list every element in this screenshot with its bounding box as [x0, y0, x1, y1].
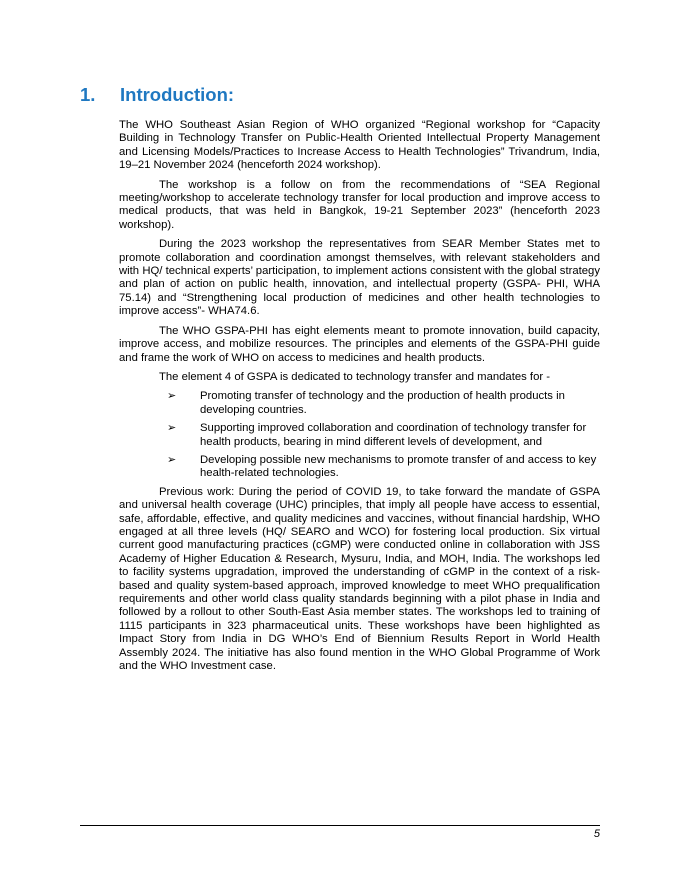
arrow-bullet-icon: ➢	[167, 422, 177, 435]
footer-divider	[80, 825, 600, 826]
section-number: 1.	[80, 84, 96, 105]
paragraph-intro: The WHO Southeast Asian Region of WHO organized “Regional workshop for “Capacity Building in Technology Transfer on Public-Health Oriented Intellectual Property Management and Licensing Models/Practices to Increase Access to Health Technologies” Trivandrum, India, 19–21 November 2024 (henceforth 2024 workshop).	[119, 119, 600, 172]
page-number: 5	[593, 828, 600, 840]
section-heading	[80, 84, 234, 106]
arrow-bullet-icon: ➢	[167, 390, 177, 403]
paragraph-element-4: The element 4 of GSPA is dedicated to technology transfer and mandates for -	[159, 370, 551, 383]
list-item	[119, 422, 600, 449]
list-item-text: Developing possible new mechanisms to promote transfer of and access to key health-related technologies.	[200, 453, 597, 480]
section-title: Introduction:	[120, 84, 235, 105]
paragraph-follow-on: The workshop is a follow on from the recommendations of “SEA Regional meeting/workshop to accelerate technology transfer for local production and improve access to medical products, that was held in Bangkok, 19-21 September 2023” (henceforth 2023 workshop).	[119, 178, 600, 231]
arrow-bullet-icon: ➢	[167, 453, 177, 466]
list-item-text: Supporting improved collaboration and coordination of technology transfer for health products, bearing in mind different levels of development, and	[200, 422, 587, 448]
list-item	[119, 454, 600, 481]
paragraph-previous-work: Previous work: During the period of COVID 19, to take forward the mandate of GSPA and universal health coverage (UHC) principles, that imply all people have access to essential, safe, affordable, effective, and quality medicines and vaccines, without financial hardship, WHO engaged at all three levels (HQ/ SEARO and WCO) for fostering local production. Six virtual current good manufacturing practices (cGMP) were conducted online in collaboration with JSS Academy of Higher Education & Research, Mysuru, India, and MOH, India. The workshops led to facility systems upgradation, improved the understanding of cGMP in the context of a risk-based and quality system-based approach, improved knowledge to meet WHO prequalification requirements and other world class quality standards beginning with a pilot phase in India and followed by a rollout to other South-East Asia member states. The workshops led to training of 1115 participants in 323 pharmaceutical units. These workshops have been highlighted as Impact Story from India in DG WHO’s End of Biennium Results Report in World Health Assembly 2024. The initiative has also found mention in the WHO Global Programme of Work and the WHO Investment case.	[119, 485, 600, 673]
list-item-text: Promoting transfer of technology and the production of health products in developing countries.	[200, 390, 565, 416]
paragraph-gspa-phi: The WHO GSPA-PHI has eight elements meant to promote innovation, build capacity, improve access, and mobilize resources. The principles and elements of the GSPA-PHI guide and frame the work of WHO on access to medicines and health products.	[119, 324, 600, 364]
body-text	[119, 119, 600, 679]
list-item	[119, 390, 600, 417]
paragraph-2023-workshop: During the 2023 workshop the representatives from SEAR Member States met to promote collaboration and coordination amongst themselves, with relevant stakeholders and with HQ/ technical experts’ participation, to implement actions consistent with the global strategy and plan of action on public health, innovation, and intellectual property (GSPA- PHI, WHA 75.14) and “Strengthening local production of medicines and other health technologies to improve access”- WHA74.6.	[119, 238, 600, 318]
bullet-list	[119, 390, 600, 480]
